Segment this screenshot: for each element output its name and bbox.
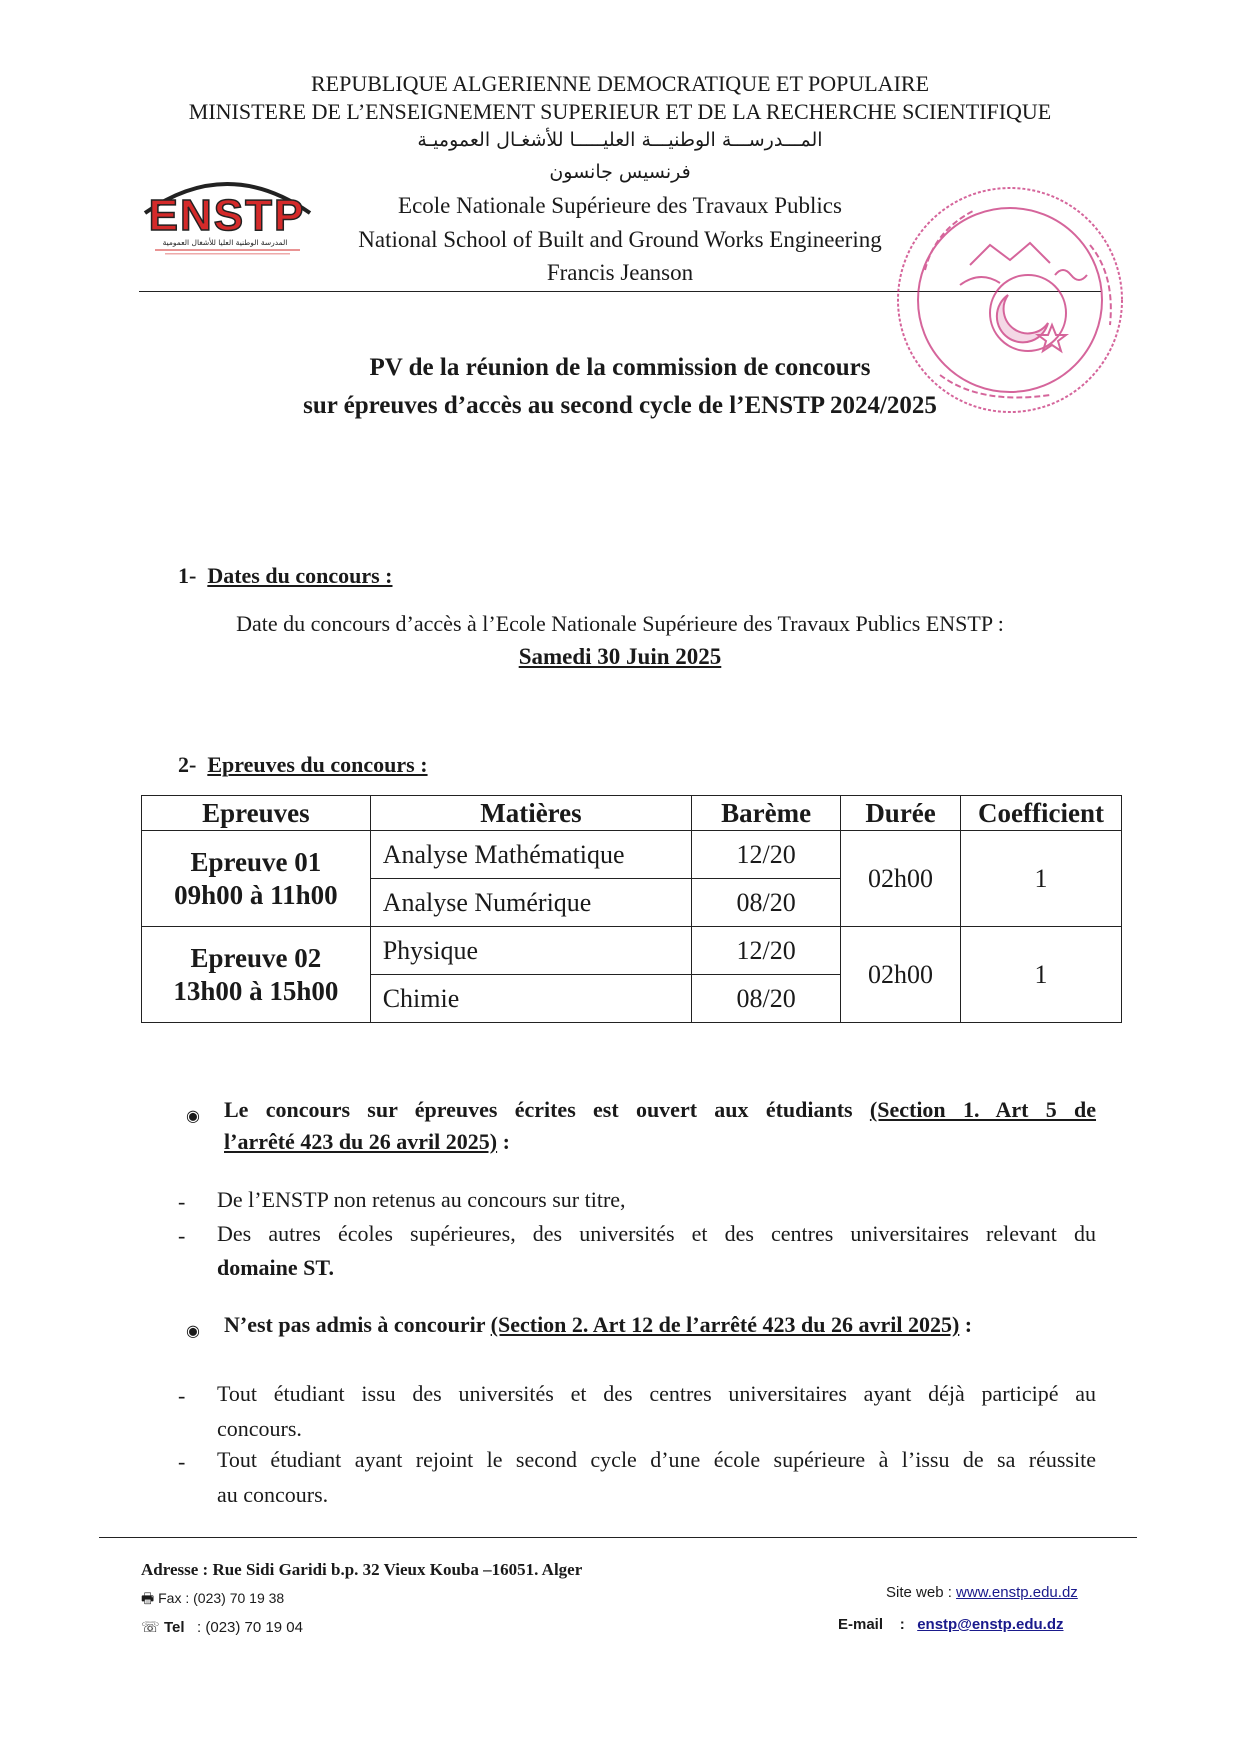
site-label: Site web : xyxy=(886,1584,952,1601)
concours-date: Samedi 30 Juin 2025 xyxy=(518,644,722,669)
table-header-row xyxy=(142,796,1122,831)
section1-number: 1- xyxy=(178,563,197,588)
site-link[interactable]: www.enstp.edu.dz xyxy=(956,1584,1078,1601)
tel-number: : (023) 70 19 04 xyxy=(197,1619,303,1636)
bullet2-ref: (Section 2. Art 12 de l’arrêté 423 du 26 avril 2025) xyxy=(490,1312,960,1337)
section1-title: Dates du concours : xyxy=(207,563,393,588)
bullet1-item1: De l’ENSTP non retenus au concours sur titre, xyxy=(217,1187,626,1212)
coefficient-cell: 1 xyxy=(961,927,1122,1023)
header-arabic-name: فرنسيس جانسون xyxy=(549,161,691,183)
logo-arabic-caption: المدرسة الوطنية العليا للأشغال العمومية xyxy=(162,238,288,247)
bullet1-text: Le concours sur épreuves écrites est ouvert aux étudiants xyxy=(224,1097,853,1122)
table-row xyxy=(142,831,1122,879)
bareme-cell: 08/20 xyxy=(692,975,841,1023)
enstp-logo xyxy=(125,165,330,260)
dash-icon: - xyxy=(178,1189,186,1214)
epreuve-horaire: 13h00 à 15h00 xyxy=(173,975,339,1006)
matiere-cell: Analyse Mathématique xyxy=(370,831,692,879)
footer-fax xyxy=(141,1588,284,1612)
tel-label: Tel xyxy=(163,1619,185,1636)
epreuve-label: Epreuve 01 xyxy=(190,846,322,877)
bullet1-item2-bold: domaine ST. xyxy=(217,1255,334,1280)
section1-heading xyxy=(178,560,393,592)
bullet2-item2-line2: au concours. xyxy=(217,1482,329,1507)
email-sep: : xyxy=(899,1616,905,1633)
epreuve-cell xyxy=(142,831,371,927)
table-header-cell: Coefficient xyxy=(961,796,1122,831)
bullet1-line1 xyxy=(224,1093,1096,1127)
bullet-icon: ◉ xyxy=(186,1323,200,1340)
table-header-cell: Barème xyxy=(692,796,841,831)
document-title-line2: sur épreuves d’accès au second cycle de l’ENSTP 2024/2025 xyxy=(303,392,937,419)
header-school-name: Francis Jeanson xyxy=(546,260,694,285)
table-header-cell: Matières xyxy=(370,796,692,831)
dash-icon: - xyxy=(178,1449,186,1474)
email-link[interactable]: enstp@enstp.edu.dz xyxy=(917,1616,1064,1633)
epreuves-table xyxy=(141,795,1122,1023)
bullet1-ref-part1: (Section 1. Art 5 de xyxy=(869,1097,1097,1122)
footer-tel xyxy=(141,1618,303,1636)
epreuve-horaire: 09h00 à 11h00 xyxy=(174,879,338,910)
table-header-cell: Epreuves xyxy=(142,796,371,831)
bullet-icon: ◉ xyxy=(186,1108,200,1125)
dash-icon: - xyxy=(178,1383,186,1408)
epreuve-label: Epreuve 02 xyxy=(190,942,322,973)
bareme-cell: 12/20 xyxy=(692,831,841,879)
epreuve-cell xyxy=(142,927,371,1023)
phone-icon: ☏ xyxy=(141,1619,160,1636)
bullet2-item1-line2: concours. xyxy=(217,1416,302,1441)
table-header-cell: Durée xyxy=(841,796,961,831)
fax-number: (023) 70 19 38 xyxy=(193,1590,285,1606)
dash-icon: - xyxy=(178,1223,186,1248)
bullet1-item2: Des autres écoles supérieures, des universités et des centres universitaires relevant du xyxy=(217,1221,1096,1246)
footer-address: Adresse : Rue Sidi Garidi b.p. 32 Vieux Kouba –16051. Alger xyxy=(141,1560,583,1579)
duree-cell: 02h00 xyxy=(841,831,961,927)
bullet2-line xyxy=(224,1308,972,1342)
bullet2-item1-line1: Tout étudiant issu des universités et des centres universitaires ayant déjà participé au xyxy=(217,1381,1096,1406)
footer-divider xyxy=(99,1537,1137,1538)
section1-text: Date du concours d’accès à l’Ecole Nationale Supérieure des Travaux Publics ENSTP : xyxy=(236,611,1004,636)
logo-wordmark: ENSTP xyxy=(148,191,306,240)
bareme-cell: 08/20 xyxy=(692,879,841,927)
coefficient-cell: 1 xyxy=(961,831,1122,927)
bullet1-line2 xyxy=(224,1125,510,1159)
header-arabic-school: المـــدرســـة الوطنيـــة العليـــــا للأشغـال العموميـة xyxy=(417,129,823,151)
header-ministry: MINISTERE DE L’ENSEIGNEMENT SUPERIEUR ET DE LA RECHERCHE SCIENTIFIQUE xyxy=(188,99,1052,124)
footer-email xyxy=(838,1616,1064,1633)
header-school-en: National School of Built and Ground Works Engineering xyxy=(358,227,882,252)
bullet1-ref-part2: l’arrêté 423 du 26 avril 2025) xyxy=(224,1129,498,1154)
document-title-line1: PV de la réunion de la commission de concours xyxy=(369,354,871,381)
section2-title: Epreuves du concours : xyxy=(207,752,428,777)
table-row xyxy=(142,927,1122,975)
bareme-cell: 12/20 xyxy=(692,927,841,975)
email-label: E-mail xyxy=(838,1616,884,1633)
bullet2-suffix: : xyxy=(964,1312,973,1337)
header-republic: REPUBLIQUE ALGERIENNE DEMOCRATIQUE ET POPULAIRE xyxy=(310,71,930,96)
matiere-cell: Physique xyxy=(370,927,692,975)
footer-site xyxy=(886,1584,1078,1601)
matiere-cell: Chimie xyxy=(370,975,692,1023)
bullet1-suffix: : xyxy=(502,1129,510,1154)
section2-heading xyxy=(178,749,428,781)
header-school-fr: Ecole Nationale Supérieure des Travaux Publics xyxy=(398,193,842,218)
fax-label: Fax : xyxy=(158,1590,190,1606)
bullet2-text: N’est pas admis à concourir xyxy=(224,1312,486,1337)
duree-cell: 02h00 xyxy=(841,927,961,1023)
fax-icon: 🖶 xyxy=(141,1590,155,1606)
matiere-cell: Analyse Numérique xyxy=(370,879,692,927)
section2-number: 2- xyxy=(178,752,197,777)
bullet2-item2-line1: Tout étudiant ayant rejoint le second cycle d’une école supérieure à l’issu de sa réussite xyxy=(217,1447,1096,1472)
